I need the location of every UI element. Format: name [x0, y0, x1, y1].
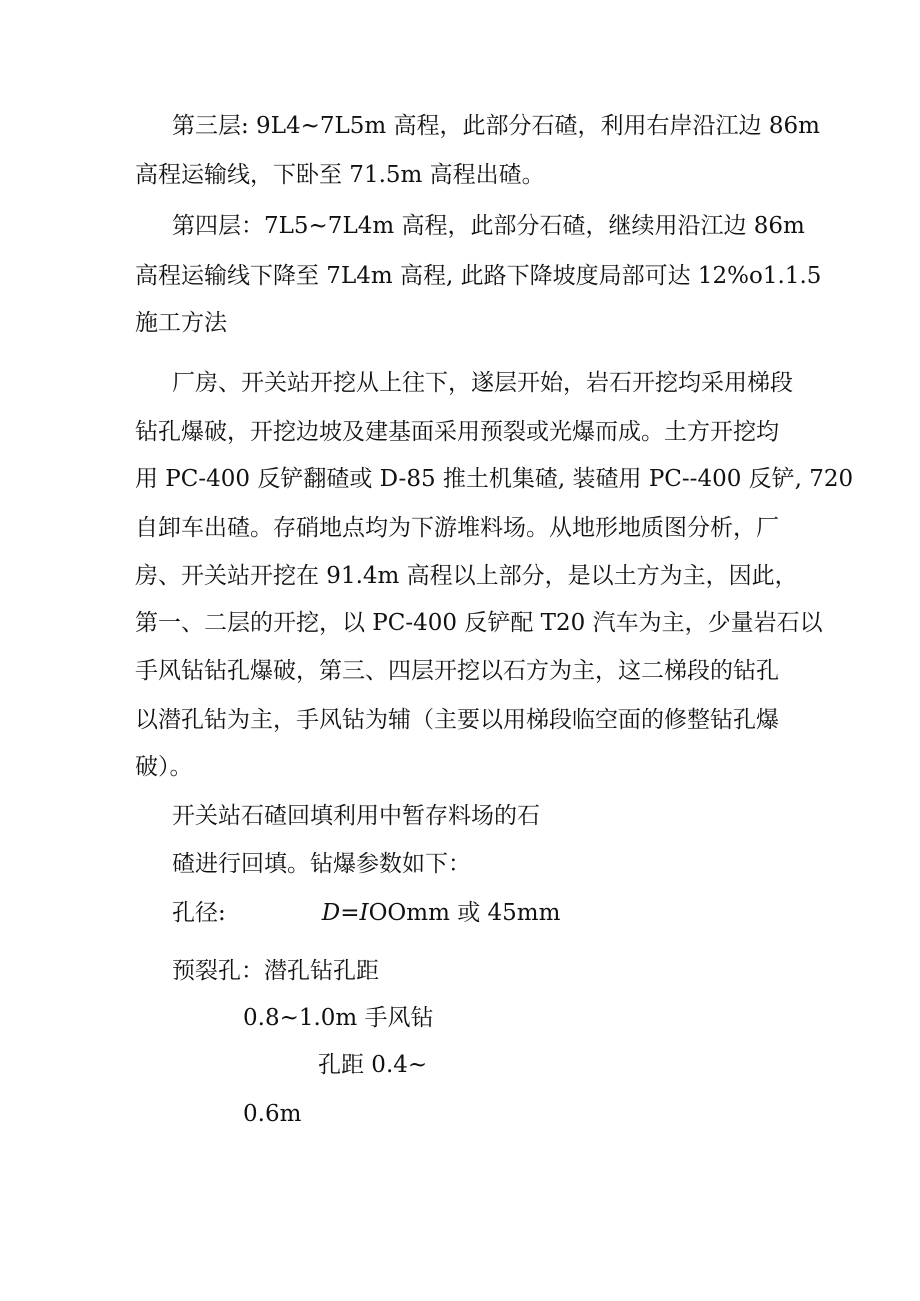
param-presplit-line1: 预裂孔：潜孔钻孔距 — [172, 958, 379, 984]
paragraph-method-line2: 钻孔爆破，开挖边坡及建基面采用预裂或光爆而成。土方开挖均 — [135, 419, 779, 445]
param-presplit-line3: 孔距 0.4~ — [318, 1052, 428, 1078]
paragraph-method-line8: 以潜孔钻为主，手风钻为辅（主要以用梯段临空面的修整钻孔爆 — [135, 707, 779, 733]
paragraph-method-line1: 厂房、开关站开挖从上往下，遂层开始，岩石开挖均采用梯段 — [172, 370, 793, 396]
paragraph-backfill-line2: 碴进行回填。钻爆参数如下： — [172, 851, 471, 877]
param-hole-diameter-label: 孔径: — [172, 900, 226, 926]
param-presplit-line4: 0.6m — [243, 1101, 302, 1127]
param-presplit-line2: 0.8~1.0m 手风钻 — [243, 1005, 434, 1031]
paragraph-method-line9: 破）。 — [135, 754, 193, 780]
section-heading-construction-method: 施工方法 — [135, 310, 227, 336]
paragraph-method-line4: 自卸车出碴。存硝地点均为下游堆料场。从地形地质图分析，厂 — [135, 515, 779, 541]
paragraph-layer3-line2: 高程运输线，下卧至 71.5m 高程出碴。 — [135, 162, 545, 188]
paragraph-method-line7: 手风钻钻孔爆破，第三、四层开挖以石方为主，这二梯段的钻孔 — [135, 658, 779, 684]
paragraph-method-line3: 用 PC-400 反铲翻碴或 D-85 推土机集碴, 装碴用 PC--400 反铲, 720 — [135, 466, 854, 492]
paragraph-method-line6: 第一、二层的开挖，以 PC-400 反铲配 T20 汽车为主，少量岩石以 — [135, 610, 823, 636]
paragraph-layer3-line1: 第三层: 9L4~7L5m 高程，此部分石碴，利用右岸沿江边 86m — [172, 113, 820, 139]
param-hole-diameter-value: OOmm 或 45mm — [368, 900, 561, 926]
param-hole-diameter — [172, 897, 560, 929]
paragraph-layer4-line2: 高程运输线下降至 7L4m 高程, 此路下降坡度局部可达 12%o1.1.5 — [135, 263, 822, 289]
param-hole-diameter-variable: D=I — [321, 900, 369, 926]
paragraph-layer4-line1: 第四层：7L5~7L4m 高程，此部分石碴，继续用沿江边 86m — [172, 213, 805, 239]
paragraph-method-line5: 房、开关站开挖在 91.4m 高程以上部分，是以土方为主，因此， — [135, 563, 798, 589]
paragraph-backfill-line1: 开关站石碴回填利用中暂存料场的石 — [172, 803, 540, 829]
